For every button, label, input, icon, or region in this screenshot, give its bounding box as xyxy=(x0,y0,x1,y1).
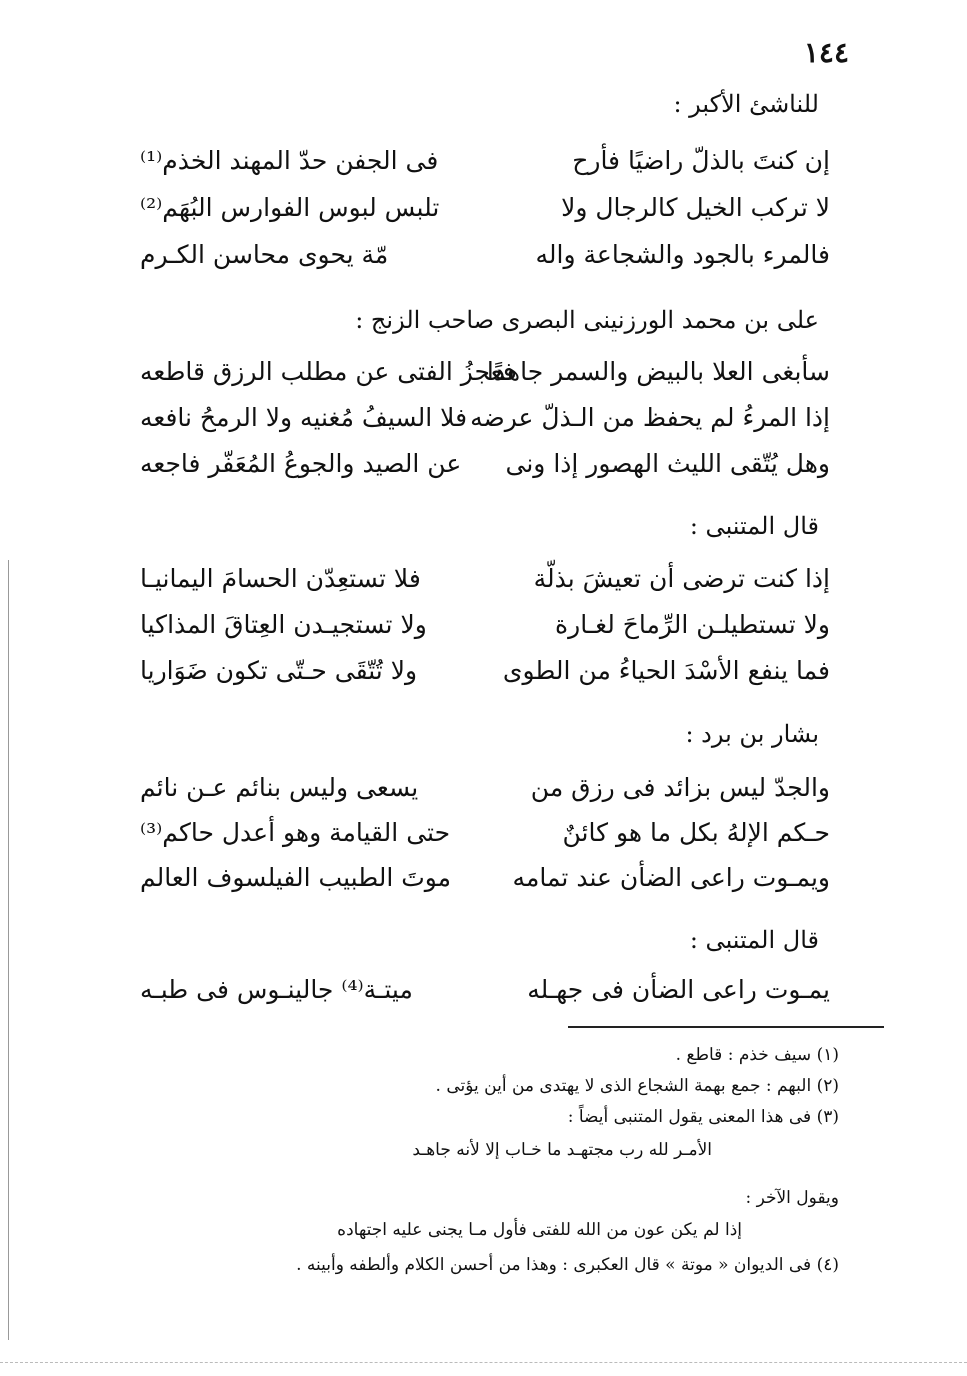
verse-second-hemistich: فلا تستعِدّن الحسامَ اليمانيـا xyxy=(140,564,421,593)
scan-edge-line xyxy=(8,560,9,1340)
verse-first-hemistich: والجدّ ليس بزائد فى رزق من xyxy=(530,773,830,802)
verse-first-hemistich: ويمـوت راعى الضأن عند تمامه xyxy=(512,863,830,892)
verse xyxy=(140,656,830,700)
verse xyxy=(140,975,830,1019)
footnote: (١) سيف خذم : قاطع . xyxy=(675,1045,839,1065)
verse xyxy=(140,610,830,654)
verse-second-hemistich: ميتـة⁽⁴⁾ جالينـوس فى طبـه xyxy=(140,975,413,1004)
footnote-verse: إذا لم يكن عون من الله للفتى فأول مـا يجنى عليه اجتهاده xyxy=(337,1220,742,1240)
footnote-divider xyxy=(568,1026,884,1028)
verse-first-hemistich: فما ينفع الأسْدَ الحياءُ من الطوى xyxy=(502,656,830,685)
verse-second-hemistich: حتى القيامة وهو أعدل حاكم⁽³⁾ xyxy=(140,818,451,847)
verse xyxy=(140,146,830,190)
verse-first-hemistich: سأبغى العلا بالبيض والسمر جاهدًا xyxy=(486,357,830,386)
verse-second-hemistich: فعجزُ الفتى عن مطلب الرزق قاطعه xyxy=(140,357,515,386)
verse xyxy=(140,240,830,284)
verse-second-hemistich: تلبس لبوس الفوارس البُهَم⁽²⁾ xyxy=(140,193,440,222)
verse-second-hemistich: فى الجفن حدّ المهند الخذم⁽¹⁾ xyxy=(140,146,439,175)
verse-first-hemistich: لا تركب الخيل كالرجال ولا xyxy=(561,193,830,222)
verse-first-hemistich: إن كنتَ بالذلّ راضيًا فأرح xyxy=(572,146,830,175)
page-number: ١٤٤ xyxy=(803,36,849,69)
footnote: (٢) البهم : جمع بهمة الشجاع الذى لا يهتدى من أين يؤتى . xyxy=(435,1076,839,1096)
verse-first-hemistich: إذا المرءُ لم يحفظ من الـذلّ عرضه xyxy=(470,403,830,432)
verse-second-hemistich: فلا السيفُ مُغنيه ولا الرمحُ نافعه xyxy=(140,403,468,432)
verse xyxy=(140,357,830,401)
verse-first-hemistich: ولا تستطيلـن الرِّماحَ لغـارة xyxy=(555,610,830,639)
footnote-verse: الأمـر لله رب مجتهـد ما خـاب إلا لأنه جاهـد xyxy=(412,1140,712,1160)
footnote: (٤) فى الديوان « موتة » قال العكبرى : وهذا من أحسن الكلام وألطفه وأبينه . xyxy=(296,1255,839,1275)
verse xyxy=(140,403,830,447)
verse xyxy=(140,863,830,907)
verse xyxy=(140,818,830,862)
verse-second-hemistich: عن الصيد والجوعُ المُعَفّر فاجعه xyxy=(140,449,462,478)
scan-bottom-line xyxy=(0,1362,967,1363)
section-heading: قال المتنبى : xyxy=(689,926,819,954)
verse-second-hemistich: ولا تُتّقَى حـتّى تكون ضَوَاريا xyxy=(140,656,418,685)
verse xyxy=(140,773,830,817)
section-heading: قال المتنبى : xyxy=(689,512,819,540)
verse-first-hemistich: حـكم الإلهُ بكل ما هو كائنٌ xyxy=(562,818,830,847)
verse-first-hemistich: إذا كنت ترضى أن تعيشَ بذلّة xyxy=(533,564,830,593)
verse xyxy=(140,449,830,493)
verse-first-hemistich: فالمرء بالجود والشجاعة واله xyxy=(535,240,830,269)
verse-second-hemistich: مّة يحوى محاسن الكـرم xyxy=(140,240,389,269)
verse-first-hemistich: وهل يُتّقى الليث الهصور إذا ونى xyxy=(505,449,830,478)
verse xyxy=(140,564,830,608)
section-heading: بشار بن برد : xyxy=(685,720,819,748)
verse-first-hemistich: يمـوت راعى الضأن فى جهـله xyxy=(527,975,830,1004)
verse-second-hemistich: يسعى وليس بنائم عـن نائم xyxy=(140,773,419,802)
verse-second-hemistich: ولا تستجيـدن العِتاقَ المذاكيا xyxy=(140,610,427,639)
footnote: (٣) فى هذا المعنى يقول المتنبى أيضاً : xyxy=(567,1107,839,1127)
section-heading: على بن محمد الورزنينى البصرى صاحب الزنج : xyxy=(355,306,819,334)
verse xyxy=(140,193,830,237)
footnote: ويقول الآخر : xyxy=(745,1188,839,1208)
verse-second-hemistich: موتَ الطبيب الفيلسوف العالم xyxy=(140,863,452,892)
section-heading: للناشئ الأكبر : xyxy=(673,90,819,118)
